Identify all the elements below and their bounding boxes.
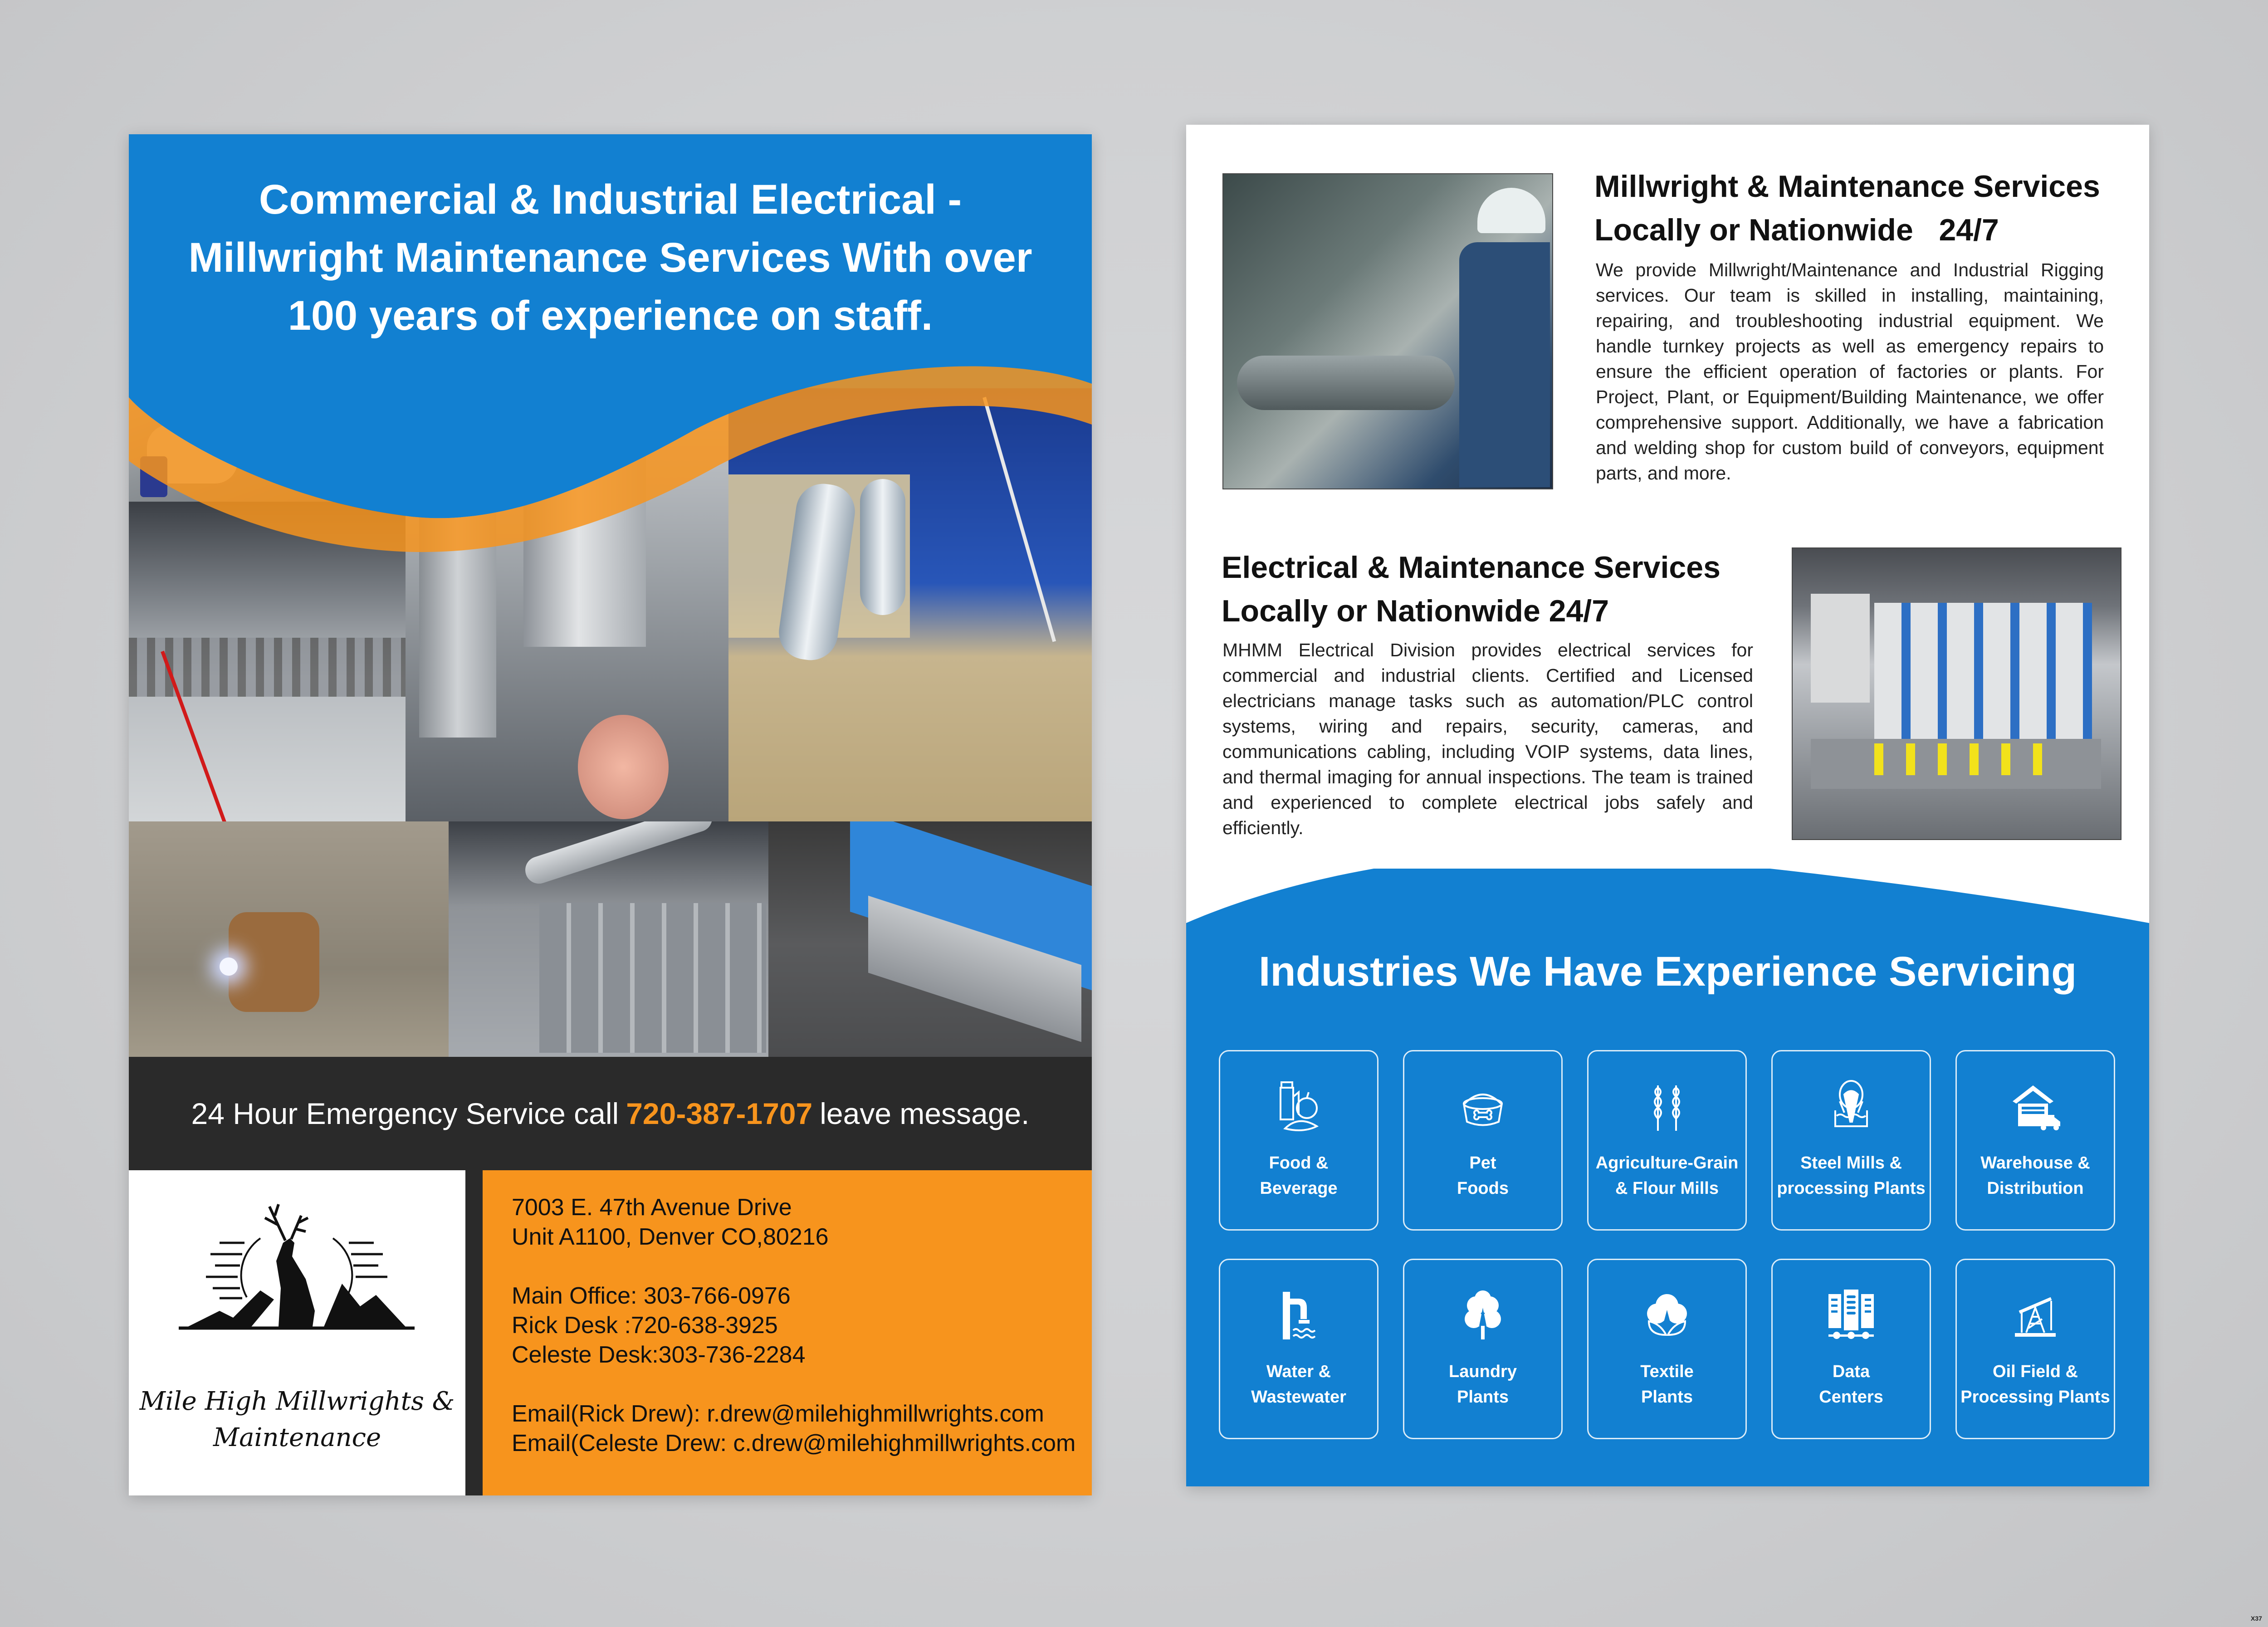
celeste-email-link[interactable]: Email(Celeste Drew: c.drew@milehighmillwrights.com — [512, 1430, 1076, 1456]
headline-line-3: 100 years of experience on staff. — [288, 293, 933, 339]
headline-line-2: Millwright Maintenance Services With over — [188, 235, 1032, 281]
main-office-phone[interactable]: Main Office: 303-766-0976 — [512, 1283, 791, 1309]
laundry-cotton-icon — [1456, 1287, 1510, 1342]
electrical-heading-line-1: Electrical & Maintenance Services — [1222, 550, 1721, 585]
company-name-line-2: Maintenance — [213, 1423, 381, 1452]
industry-label-line-2: & Flour Mills — [1615, 1179, 1719, 1198]
industry-card-warehouse — [1955, 1050, 2115, 1231]
industry-label-line-2: Beverage — [1260, 1179, 1338, 1198]
flyer-front-page — [129, 134, 1092, 1495]
company-name-line-1: Mile High Millwrights & — [139, 1387, 455, 1416]
industry-label-line-2: Processing Plants — [1960, 1388, 2110, 1407]
industry-label-line-1: Water & — [1266, 1362, 1331, 1381]
industry-label-line-1: Warehouse & — [1980, 1153, 2090, 1173]
industry-label-line-1: Oil Field & — [1993, 1362, 2078, 1381]
industry-label-line-2: Distribution — [1987, 1179, 2084, 1198]
millwright-section-heading — [1594, 165, 2100, 252]
headline — [156, 171, 1065, 345]
wheat-grain-icon — [1640, 1079, 1694, 1133]
industry-label-line-1: Pet — [1469, 1153, 1496, 1173]
industry-card-oil-field — [1955, 1259, 2115, 1439]
industry-label-line-1: Steel Mills & — [1800, 1153, 1902, 1173]
rick-email-link[interactable]: Email(Rick Drew): r.drew@milehighmillwrights.com — [512, 1401, 1044, 1427]
industry-label-line-2: Centers — [1819, 1388, 1883, 1407]
electrical-section-heading — [1222, 546, 1721, 633]
company-name-script — [129, 1383, 465, 1456]
molten-steel-icon — [1824, 1079, 1878, 1133]
corner-mark: X37 — [2251, 1615, 2262, 1622]
industry-card-textile — [1587, 1259, 1747, 1439]
electrical-section-body: MHMM Electrical Division provides electrical services for commercial and industrial clients. Certified and Licensed electricians manage tasks such as automation/PLC control systems, wiring and repairs, security, cameras, and communications cabling, including VOIP systems, data lines, and thermal imaging for annual inspections. The team is trained and experienced to complete electrical jobs safely and efficiently. — [1222, 640, 1753, 838]
oil-pumpjack-icon — [2008, 1287, 2063, 1342]
emergency-phone-link[interactable]: 720-387-1707 — [626, 1097, 813, 1130]
elk-mountain-logo-icon — [170, 1197, 424, 1334]
millwright-heading-line-2: Locally or Nationwide 24/7 — [1594, 213, 1999, 247]
technician-with-hardhat-photo — [1222, 173, 1553, 489]
pet-food-bowl-icon — [1456, 1079, 1510, 1133]
industry-card-data-centers — [1771, 1259, 1931, 1439]
industry-label-line-2: Plants — [1641, 1388, 1693, 1407]
industry-label-line-2: Plants — [1457, 1388, 1509, 1407]
emergency-suffix: leave message. — [820, 1097, 1030, 1130]
footer-row — [129, 1170, 1092, 1495]
plc-control-panel-photo — [1792, 547, 2121, 840]
address-line-2: Unit A1100, Denver CO,80216 — [512, 1224, 829, 1250]
industry-label-line-2: processing Plants — [1777, 1179, 1926, 1198]
water-pipe-icon — [1271, 1287, 1326, 1342]
server-data-center-icon — [1824, 1287, 1878, 1342]
headline-line-1: Commercial & Industrial Electrical - — [259, 176, 962, 223]
industry-label-line-1: Agriculture-Grain — [1595, 1153, 1739, 1173]
industry-label-line-1: Data — [1832, 1362, 1870, 1381]
food-beverage-icon — [1271, 1079, 1326, 1133]
millwright-heading-line-1: Millwright & Maintenance Services — [1594, 169, 2100, 204]
textile-cotton-icon — [1640, 1287, 1694, 1342]
oven-line-photo — [449, 821, 768, 1066]
industry-card-pet-foods — [1403, 1050, 1563, 1231]
industry-card-food-beverage — [1219, 1050, 1378, 1231]
millwright-section-body: We provide Millwright/Maintenance and Industrial Rigging services. Our team is skilled in installing, maintaining, repairing, and troubleshooting industrial equipment. We handle turnkey projects as well as emergency repairs to ensure the efficient operation of factories or plants. For Project, Plant, or Equipment/Building Maintenance, we offer comprehensive support. Additionally, we have a fabrication and welding shop for custom build of conveyors, equipment parts, and more. — [1596, 259, 2104, 484]
industry-label-line-2: Wastewater — [1251, 1388, 1346, 1407]
warehouse-truck-icon — [2008, 1079, 2063, 1133]
welder-photo — [129, 821, 449, 1066]
emergency-service-bar — [129, 1057, 1092, 1170]
address-line-1: 7003 E. 47th Avenue Drive — [512, 1194, 792, 1221]
emergency-prefix: 24 Hour Emergency Service call — [191, 1097, 619, 1130]
contact-info-panel — [483, 1170, 1092, 1495]
flyer-back-page — [1186, 125, 2149, 1486]
industries-title: Industries We Have Experience Servicing — [1258, 948, 2077, 995]
industry-card-agriculture — [1587, 1050, 1747, 1231]
conveyor-photo — [768, 821, 1092, 1066]
industry-label-line-1: Textile — [1640, 1362, 1694, 1381]
rick-desk-phone[interactable]: Rick Desk :720-638-3925 — [512, 1312, 778, 1339]
celeste-desk-phone[interactable]: Celeste Desk:303-736-2284 — [512, 1342, 806, 1368]
industry-card-laundry — [1403, 1259, 1563, 1439]
wave-decoration — [129, 361, 1092, 597]
industry-label-line-1: Laundry — [1449, 1362, 1517, 1381]
industry-card-water — [1219, 1259, 1378, 1439]
industry-card-steel-mills — [1771, 1050, 1931, 1231]
industry-label-line-2: Foods — [1457, 1179, 1509, 1198]
electrical-heading-line-2: Locally or Nationwide 24/7 — [1222, 594, 1609, 628]
industry-label-line-1: Food & — [1269, 1153, 1329, 1173]
company-logo — [129, 1170, 465, 1495]
